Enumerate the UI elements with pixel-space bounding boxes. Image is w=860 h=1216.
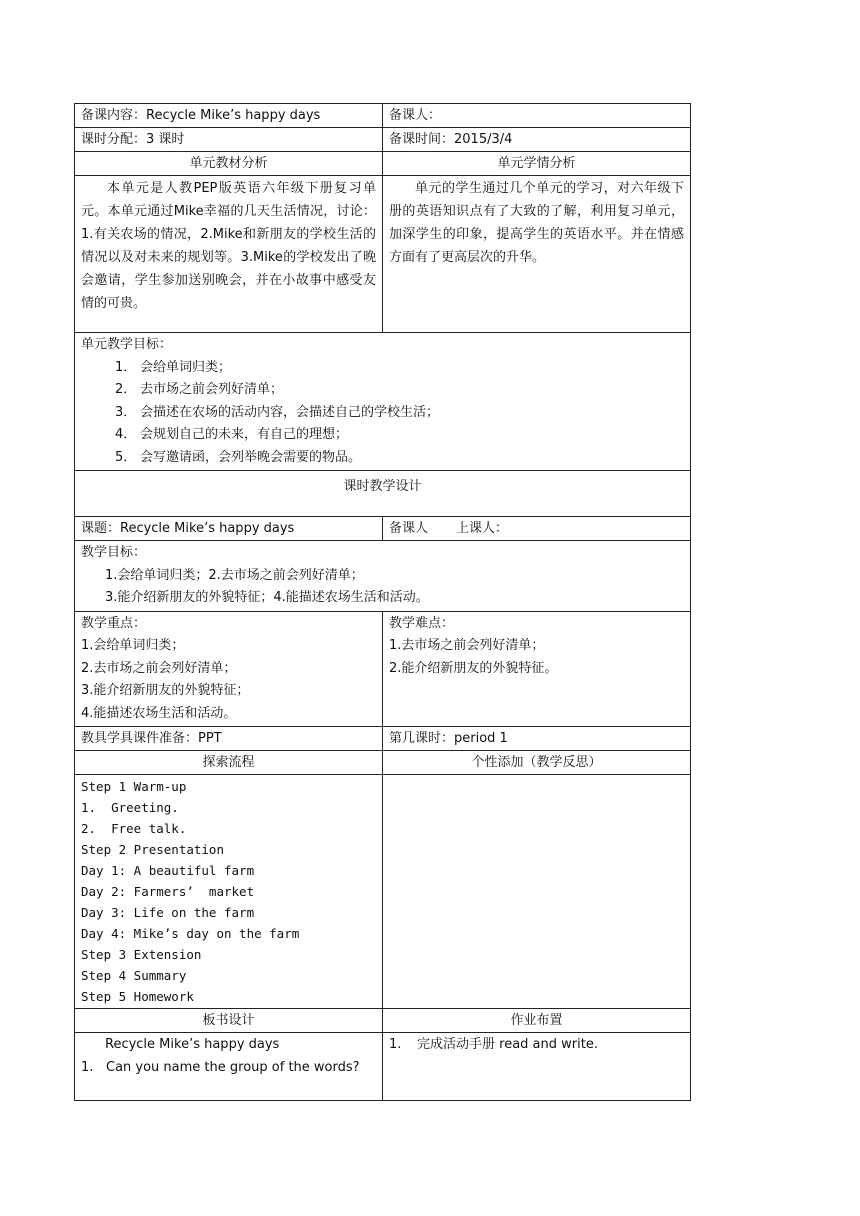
process-step: Day 4: Mike’s day on the farm <box>81 926 300 941</box>
unit-goal-number: 3． <box>115 404 137 420</box>
lesson-goals-line: 1.会给单词归类；2.去市场之前会列好清单； <box>105 567 364 583</box>
textbook-analysis-title: 单元教材分析 <box>75 152 383 176</box>
reflection-title: 个性添加（教学反思） <box>383 751 691 775</box>
unit-goals-row <box>75 333 691 471</box>
unit-goal-number: 2． <box>115 382 137 397</box>
students-analysis-text: 单元的学生通过几个单元的学习，对六年级下册的英语知识点有了大致的了解，利用复习单元，加深学生的印象，提高学生的英语水平。并在情感方面有了更高层次的升华。 <box>389 181 684 265</box>
preparer-teacher-cell <box>383 517 691 541</box>
difficulty-point: 2.能介绍新朋友的外貌特征。 <box>389 660 558 676</box>
unit-goal-text: 会描述在农场的活动内容，会描述自己的学校生活； <box>140 404 440 420</box>
topic-row <box>75 517 691 541</box>
key-point: 3.能介绍新朋友的外貌特征； <box>81 683 250 698</box>
period-cell: 第几课时：period 1 <box>383 727 691 751</box>
lesson-design-title: 课时教学设计 <box>75 471 691 517</box>
unit-goal-text: 会给单词归类； <box>140 359 232 375</box>
lesson-goals-row <box>75 541 691 612</box>
lesson-goals-line: 3.能介绍新朋友的外貌特征；4.能描述农场生活和活动。 <box>105 590 429 605</box>
process-step: 1. Greeting. <box>81 800 179 815</box>
unit-goals-title: 单元教学目标： <box>81 337 173 352</box>
process-step: Step 5 Homework <box>81 989 194 1004</box>
process-step: Step 2 Presentation <box>81 842 224 857</box>
process-step: Step 3 Extension <box>81 947 202 962</box>
board-item-number: 1. <box>81 1059 94 1075</box>
students-analysis-cell <box>383 176 691 333</box>
unit-goal-number: 1． <box>115 359 137 375</box>
difficulty-title: 教学难点： <box>389 615 455 631</box>
date-cell: 备课时间：2015/3/4 <box>383 128 691 152</box>
lesson-goals-title: 教学目标： <box>81 545 147 560</box>
unit-goal-number: 5． <box>115 449 137 465</box>
key-difficulty-row <box>75 611 691 727</box>
board-item <box>81 1057 376 1080</box>
board-heading: Recycle Mike’s happy days <box>105 1037 280 1052</box>
analysis-title-row <box>75 152 691 176</box>
homework-title: 作业布置 <box>383 1009 691 1033</box>
lesson-preparer: 备课人 <box>389 521 429 536</box>
hours-cell: 课时分配：3 课时 <box>75 128 383 152</box>
process-step: Day 1: A beautiful farm <box>81 863 255 878</box>
difficulty-point: 1.去市场之前会列好清单； <box>389 638 545 653</box>
process-steps-cell <box>75 775 383 1009</box>
analysis-body-row <box>75 176 691 333</box>
unit-goal-item <box>81 379 684 402</box>
lesson-teacher: 上课人： <box>456 521 509 536</box>
unit-goal-item <box>81 447 684 470</box>
unit-goal-text: 去市场之前会列好清单； <box>140 382 284 397</box>
board-design-title: 板书设计 <box>75 1009 383 1033</box>
board-design-cell <box>75 1033 383 1101</box>
key-point: 1.会给单词归类； <box>81 638 185 653</box>
unit-goal-item <box>81 357 684 380</box>
process-title: 探索流程 <box>75 751 383 775</box>
board-title-row <box>75 1009 691 1033</box>
homework-cell <box>383 1033 691 1101</box>
key-points-cell <box>75 611 383 727</box>
board-item-text: Can you name the group of the words? <box>106 1059 360 1075</box>
textbook-analysis-text: 本单元是人教PEP版英语六年级下册复习单元。本单元通过Mike幸福的几天生活情况，讨论：1.有关农场的情况，2.Mike和新朋友的学校生活的情况以及对未来的规划等。3.Mike的学校发出了晚会邀请，学生参加送别晚会，并在小故事中感受友情的可贵。 <box>81 181 376 311</box>
process-step: Step 4 Summary <box>81 968 187 983</box>
process-title-row <box>75 751 691 775</box>
homework-item-text: 完成活动手册 read and write. <box>417 1037 598 1052</box>
topic-cell: 课题：Recycle Mike’s happy days <box>75 517 383 541</box>
process-step: Step 1 Warm-up <box>81 779 187 794</box>
key-point: 4.能描述农场生活和活动。 <box>81 705 237 721</box>
students-analysis-title: 单元学情分析 <box>383 152 691 176</box>
homework-item <box>389 1034 684 1057</box>
header-row-2 <box>75 128 691 152</box>
lesson-plan-table <box>74 103 691 1101</box>
textbook-analysis-cell <box>75 176 383 333</box>
process-step: Day 2: Farmers’ market <box>81 884 255 899</box>
lesson-design-title-row <box>75 471 691 517</box>
materials-cell: 教具学具课件准备：PPT <box>75 727 383 751</box>
unit-goal-item <box>81 402 684 425</box>
difficulty-cell <box>383 611 691 727</box>
reflection-cell <box>383 775 691 1009</box>
materials-row <box>75 727 691 751</box>
unit-goals-cell <box>75 333 691 471</box>
unit-goal-item <box>81 424 684 447</box>
lesson-goals-cell <box>75 541 691 612</box>
homework-item-number: 1. <box>389 1037 402 1052</box>
unit-goal-number: 4． <box>115 427 137 442</box>
content-cell: 备课内容：Recycle Mike’s happy days <box>75 104 383 128</box>
unit-goal-text: 会写邀请函，会列举晚会需要的物品。 <box>140 449 362 465</box>
board-body-row <box>75 1033 691 1101</box>
process-step: 2. Free talk. <box>81 821 187 836</box>
key-point: 2.去市场之前会列好清单； <box>81 660 237 676</box>
header-row-1 <box>75 104 691 128</box>
unit-goal-text: 会规划自己的未来，有自己的理想； <box>140 427 349 442</box>
process-body-row <box>75 775 691 1009</box>
process-step: Day 3: Life on the farm <box>81 905 255 920</box>
preparer-cell: 备课人： <box>383 104 691 128</box>
key-points-title: 教学重点： <box>81 615 147 631</box>
